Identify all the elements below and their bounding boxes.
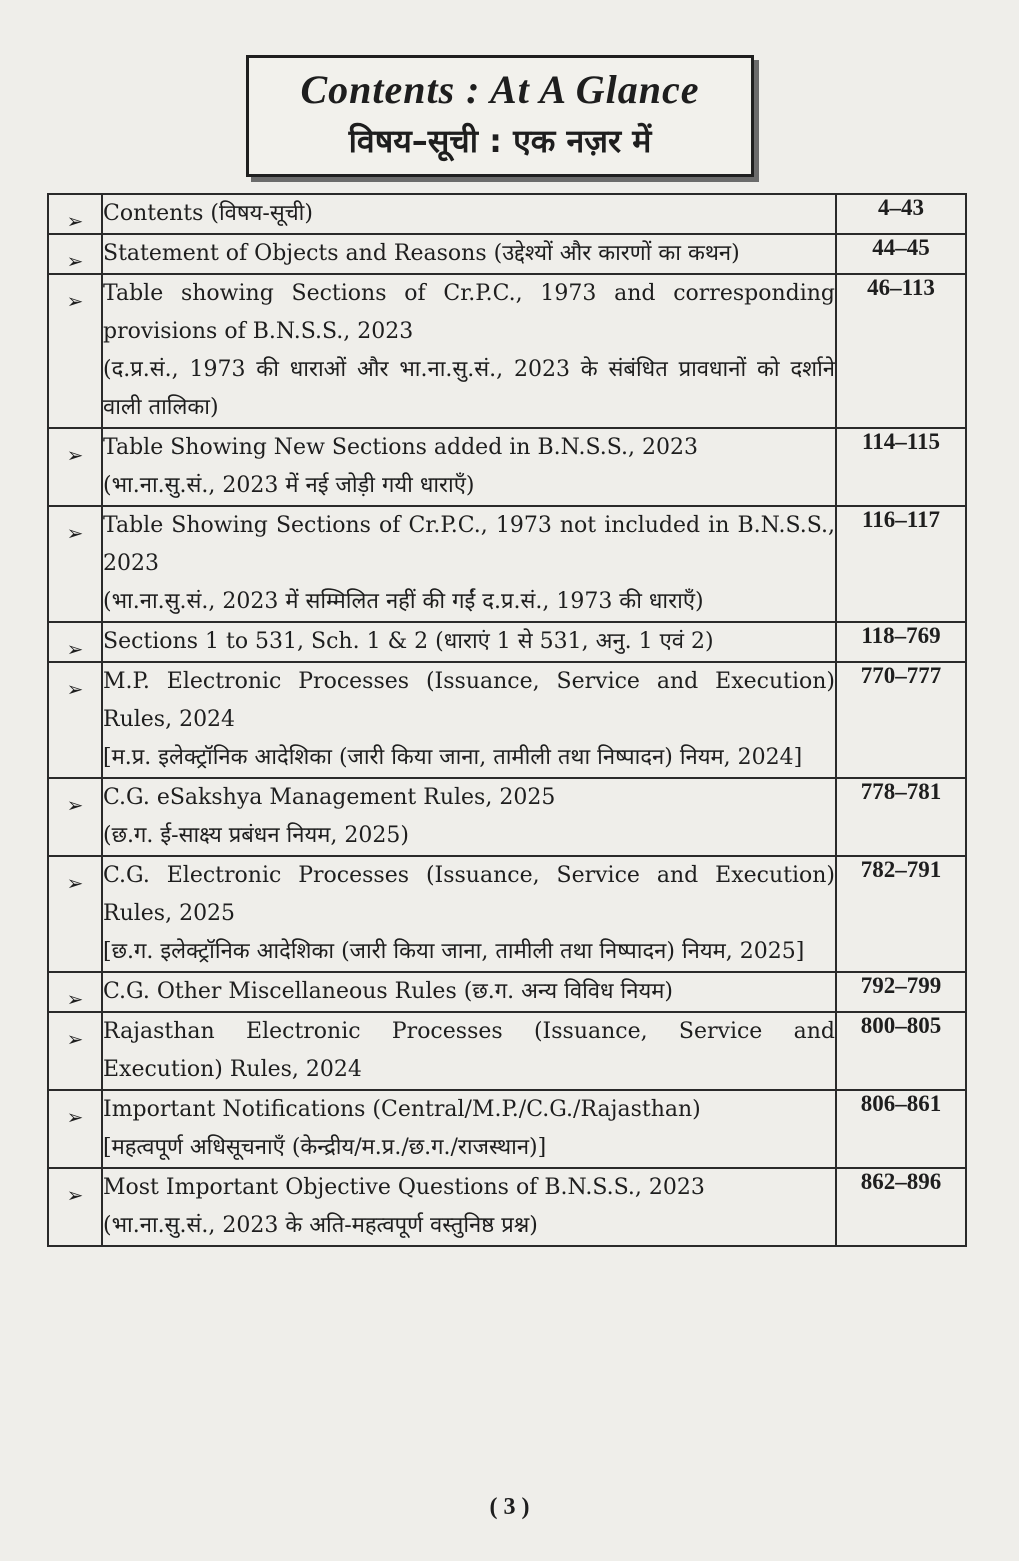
entry-title: Rajasthan Electronic Processes (Issuance, Service and Execution) Rules, 2024 [103,1019,835,1082]
contents-row [48,1090,966,1168]
entry-page-range: 792–799 [836,972,966,1012]
contents-row [48,428,966,506]
entry-text-cell [102,778,836,856]
entry-title: C.G. eSakshya Management Rules, 2025 [103,785,556,810]
arrow-cell [48,1168,102,1246]
entry-page-range: 782–791 [836,856,966,972]
entry-title: M.P. Electronic Processes (Issuance, Service and Execution) Rules, 2024 [103,669,835,732]
arrow-bullet-icon: ➢ [66,249,84,273]
entry-page-range: 4–43 [836,194,966,234]
page-number: ( 3 ) [489,1494,530,1520]
arrow-cell [48,856,102,972]
arrow-cell [48,972,102,1012]
entry-text-cell [102,428,836,506]
entry-title: C.G. Other Miscellaneous Rules (छ.ग. अन्य विविध नियम) [103,979,673,1004]
entry-title: Table showing Sections of Cr.P.C., 1973 and corresponding provisions of B.N.S.S., 2023 [103,281,835,344]
arrow-bullet-icon: ➢ [66,1183,84,1207]
entry-subtitle: [म.प्र. इलेक्ट्रॉनिक आदेशिका (जारी किया जाना, तामीली तथा निष्पादन) नियम, 2024] [103,745,803,770]
entry-page-range: 116–117 [836,506,966,622]
entry-text-cell [102,622,836,662]
arrow-cell [48,1012,102,1090]
contents-row [48,662,966,778]
arrow-cell [48,234,102,274]
entry-page-range: 44–45 [836,234,966,274]
entry-page-range: 778–781 [836,778,966,856]
entry-text-cell [102,1090,836,1168]
entry-title: Important Notifications (Central/M.P./C.G./Rajasthan) [103,1097,701,1122]
entry-text-cell [102,662,836,778]
entry-page-range: 806–861 [836,1090,966,1168]
entry-title: Sections 1 to 531, Sch. 1 & 2 (धाराएं 1 से 531, अनु. 1 एवं 2) [103,629,714,654]
arrow-bullet-icon: ➢ [66,443,84,467]
contents-row [48,856,966,972]
entry-title: Most Important Objective Questions of B.N.S.S., 2023 [103,1175,705,1200]
contents-row [48,1012,966,1090]
entry-page-range: 114–115 [836,428,966,506]
entry-subtitle: [महत्वपूर्ण अधिसूचनाएँ (केन्द्रीय/म.प्र./छ.ग./राजस्थान)] [103,1135,547,1160]
arrow-cell [48,274,102,428]
contents-row [48,1168,966,1246]
entry-text-cell [102,234,836,274]
arrow-bullet-icon: ➢ [66,637,84,661]
arrow-cell [48,194,102,234]
contents-row [48,506,966,622]
entry-subtitle: [छ.ग. इलेक्ट्रॉनिक आदेशिका (जारी किया जाना, तामीली तथा निष्पादन) नियम, 2025] [103,939,805,964]
arrow-bullet-icon: ➢ [66,987,84,1011]
arrow-bullet-icon: ➢ [66,521,84,545]
entry-page-range: 118–769 [836,622,966,662]
entry-subtitle: (भा.ना.सु.सं., 2023 में सम्मिलित नहीं की गईं द.प्र.सं., 1973 की धाराएँ) [103,589,704,614]
contents-row [48,274,966,428]
title-hindi: विषय–सूची : एक नज़र में [348,122,652,160]
arrow-bullet-icon: ➢ [66,677,84,701]
entry-title: Contents (विषय-सूची) [103,201,313,226]
entry-page-range: 46–113 [836,274,966,428]
arrow-cell [48,428,102,506]
contents-table [47,193,967,1247]
arrow-cell [48,622,102,662]
arrow-cell [48,662,102,778]
title-english: Contents : At A Glance [300,67,700,112]
contents-table-body [48,194,966,1246]
entry-title: Statement of Objects and Reasons (उद्देश्यों और कारणों का कथन) [103,241,740,266]
arrow-bullet-icon: ➢ [66,871,84,895]
entry-text-cell [102,1012,836,1090]
entry-text-cell [102,1168,836,1246]
arrow-bullet-icon: ➢ [66,793,84,817]
entry-subtitle: (द.प्र.सं., 1973 की धाराओं और भा.ना.सु.सं., 2023 के संबंधित प्रावधानों को दर्शाने वाली तालिका) [103,357,835,420]
contents-title-box [246,55,754,177]
entry-title: Table Showing New Sections added in B.N.S.S., 2023 [103,435,698,460]
arrow-bullet-icon: ➢ [66,209,84,233]
entry-subtitle: (भा.ना.सु.सं., 2023 में नई जोड़ी गयी धाराएँ) [103,473,475,498]
entry-page-range: 862–896 [836,1168,966,1246]
entry-text-cell [102,506,836,622]
contents-row [48,778,966,856]
contents-row [48,194,966,234]
entry-text-cell [102,972,836,1012]
contents-row [48,972,966,1012]
arrow-bullet-icon: ➢ [66,289,84,313]
arrow-cell [48,506,102,622]
entry-subtitle: (छ.ग. ई-साक्ष्य प्रबंधन नियम, 2025) [103,823,409,848]
entry-text-cell [102,274,836,428]
entry-text-cell [102,194,836,234]
arrow-bullet-icon: ➢ [66,1105,84,1129]
contents-row [48,234,966,274]
entry-title: C.G. Electronic Processes (Issuance, Service and Execution) Rules, 2025 [103,863,835,926]
entry-text-cell [102,856,836,972]
arrow-bullet-icon: ➢ [66,1027,84,1051]
contents-row [48,622,966,662]
arrow-cell [48,778,102,856]
entry-page-range: 770–777 [836,662,966,778]
entry-subtitle: (भा.ना.सु.सं., 2023 के अति-महत्वपूर्ण वस्तुनिष्ठ प्रश्न) [103,1213,538,1238]
entry-title: Table Showing Sections of Cr.P.C., 1973 not included in B.N.S.S., 2023 [103,513,835,576]
arrow-cell [48,1090,102,1168]
entry-page-range: 800–805 [836,1012,966,1090]
